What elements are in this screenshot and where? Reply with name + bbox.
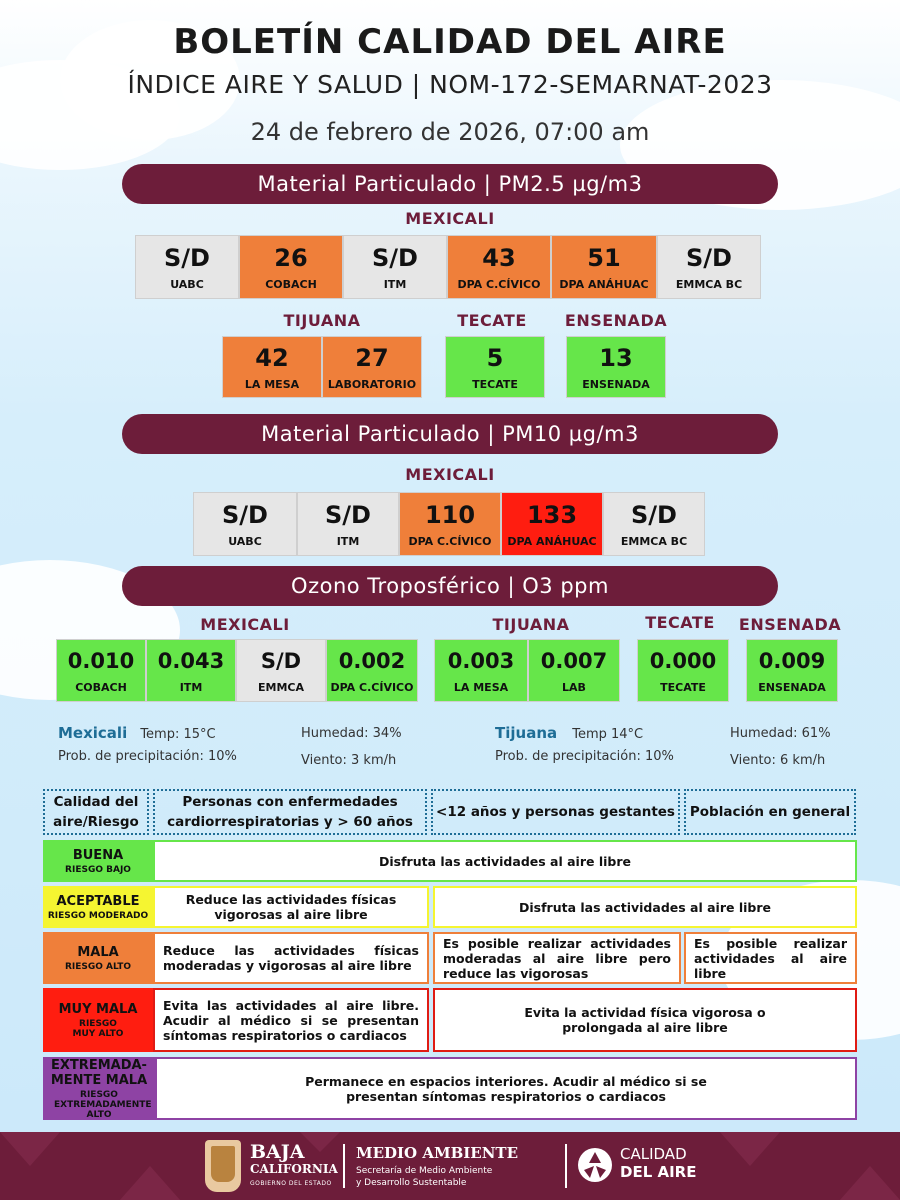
station-card <box>322 336 422 398</box>
station-name: DPA C.CÍVICO <box>408 534 492 548</box>
recommendation-cell: Reduce las actividades físicas vigorosas al aire libre <box>153 886 429 928</box>
station-value: S/D <box>260 649 302 673</box>
station-card <box>135 235 239 299</box>
station-value: S/D <box>164 243 210 272</box>
station-value: S/D <box>372 243 418 272</box>
station-name: DPA C.CÍVICO <box>457 277 541 291</box>
level-name: MUY MALA <box>58 1001 138 1017</box>
station-value: 0.007 <box>540 649 608 673</box>
station-card <box>222 336 322 398</box>
station-card <box>566 336 666 398</box>
station-value: S/D <box>631 500 677 529</box>
station-card <box>343 235 447 299</box>
station-value: 26 <box>274 243 308 272</box>
station-name: DPA ANÁHUAC <box>559 277 649 291</box>
station-name: ITM <box>383 277 407 291</box>
station-value: 43 <box>482 243 516 272</box>
station-card <box>326 639 418 702</box>
weather-precip: Prob. de precipitación: 10% <box>58 749 237 764</box>
pm25-banner: Material Particulado | PM2.5 µg/m3 <box>122 164 778 204</box>
recommendation-cell: Disfruta las actividades al aire libre <box>153 840 857 882</box>
o3-mexicali-label: MEXICALI <box>200 615 290 634</box>
station-name: EMMCA BC <box>620 534 688 548</box>
level-risk: RIESGO BAJO <box>65 864 131 875</box>
ca-logo-text: CALIDAD <box>620 1145 687 1163</box>
station-card <box>603 492 705 556</box>
divider <box>565 1144 567 1188</box>
station-name: LAB <box>562 681 586 694</box>
station-value: 0.043 <box>157 649 225 673</box>
station-value: 42 <box>255 343 289 372</box>
table-header: Personas con enfermedades cardiorrespiratorias y > 60 años <box>153 789 427 835</box>
station-value: 51 <box>587 243 621 272</box>
footer-bar <box>0 1132 900 1200</box>
station-card <box>746 639 838 702</box>
ma-subtitle: y Desarrollo Sustentable <box>356 1178 467 1188</box>
o3-tecate-label: TECATE <box>645 613 715 632</box>
station-card <box>399 492 501 556</box>
table-header: Población en general <box>684 789 856 835</box>
station-name: UABC <box>228 534 262 548</box>
page-title: BOLETÍN CALIDAD DEL AIRE <box>173 22 727 62</box>
station-value: 110 <box>424 500 476 529</box>
ma-subtitle: Secretaría de Medio Ambiente <box>356 1166 493 1176</box>
o3-ensenada-label: ENSENADA <box>738 615 842 634</box>
station-value: S/D <box>325 500 371 529</box>
station-name: COBACH <box>265 277 317 291</box>
station-card <box>434 639 528 702</box>
level-label <box>43 886 153 928</box>
station-value: 0.009 <box>758 649 826 673</box>
weather-mexicali <box>58 723 216 742</box>
level-risk: RIESGO MUY ALTO <box>72 1018 124 1039</box>
station-value: 0.010 <box>67 649 135 673</box>
station-value: 0.002 <box>338 649 406 673</box>
level-name: MALA <box>77 944 119 960</box>
station-name: ENSENADA <box>758 681 826 694</box>
station-card <box>56 639 146 702</box>
weather-humidity: Humedad: 61% <box>730 726 831 741</box>
station-value: 27 <box>355 343 389 372</box>
station-card <box>236 639 326 702</box>
station-name: ENSENADA <box>582 377 650 391</box>
air-quality-icon <box>576 1146 614 1184</box>
station-card <box>551 235 657 299</box>
station-name: EMMCA <box>258 681 304 694</box>
recommendation-cell: Es posible realizar actividades moderadas al aire libre pero reduce las vigorosas <box>433 932 681 984</box>
recommendation-cell: Evita las actividades al aire libre. Acudir al médico si se presentan síntomas respiratorios o cardiacos <box>153 988 429 1052</box>
weather-wind: Viento: 3 km/h <box>301 753 397 768</box>
station-value: 13 <box>599 343 633 372</box>
o3-banner: Ozono Troposférico | O3 ppm <box>122 566 778 606</box>
level-label <box>43 1057 155 1120</box>
weather-precip: Prob. de precipitación: 10% <box>495 749 674 764</box>
level-label <box>43 840 153 882</box>
station-name: DPA C.CÍVICO <box>330 681 414 694</box>
station-name: TECATE <box>472 377 518 391</box>
table-header: Calidad del aire/Riesgo <box>43 789 149 835</box>
pm10-banner: Material Particulado | PM10 µg/m3 <box>122 414 778 454</box>
weather-city: Tijuana <box>495 724 558 742</box>
divider <box>343 1144 345 1188</box>
station-name: COBACH <box>75 681 127 694</box>
page-subtitle: ÍNDICE AIRE Y SALUD | NOM-172-SEMARNAT-2023 <box>127 70 773 99</box>
level-name: BUENA <box>72 847 124 863</box>
pm25-tecate-label: TECATE <box>457 311 527 330</box>
station-name: DPA ANÁHUAC <box>507 534 597 548</box>
level-risk: RIESGO EXTREMADAMENTE ALTO <box>54 1089 152 1120</box>
recommendation-cell: Es posible realizar actividades al aire libre <box>684 932 857 984</box>
level-label <box>43 932 153 984</box>
station-name: ITM <box>179 681 203 694</box>
station-value: 133 <box>526 500 578 529</box>
level-label <box>43 988 153 1052</box>
bulletin-date: 24 de febrero de 2026, 07:00 am <box>250 118 650 146</box>
station-card <box>447 235 551 299</box>
station-card <box>528 639 620 702</box>
pm10-mexicali-label: MEXICALI <box>405 465 495 484</box>
weather-city: Mexicali <box>58 724 128 742</box>
level-risk: RIESGO MODERADO <box>47 910 149 921</box>
bc-logo-text: CALIFORNIA <box>250 1162 338 1176</box>
station-card <box>445 336 545 398</box>
station-card <box>239 235 343 299</box>
station-name: LA MESA <box>453 681 509 694</box>
bc-logo-text: GOBIERNO DEL ESTADO <box>250 1180 332 1187</box>
o3-tijuana-label: TIJUANA <box>492 615 570 634</box>
pm25-ensenada-label: ENSENADA <box>564 311 668 330</box>
station-card <box>501 492 603 556</box>
station-card <box>637 639 729 702</box>
shield-icon <box>205 1140 241 1192</box>
ma-title: MEDIO AMBIENTE <box>356 1144 519 1162</box>
weather-humidity: Humedad: 34% <box>301 726 402 741</box>
station-name: UABC <box>170 277 204 291</box>
weather-temp: Temp: 15°C <box>140 727 216 742</box>
pm25-tijuana-label: TIJUANA <box>283 311 361 330</box>
recommendation-cell: Disfruta las actividades al aire libre <box>433 886 857 928</box>
level-risk: RIESGO ALTO <box>64 961 132 972</box>
recommendation-cell: Permanece en espacios interiores. Acudir al médico si se presentan síntomas respiratorios o cardiacos <box>155 1057 857 1120</box>
recommendation-cell: Evita la actividad física vigorosa o prolongada al aire libre <box>433 988 857 1052</box>
level-name: EXTREMADA-MENTE MALA <box>50 1057 148 1088</box>
station-card <box>146 639 236 702</box>
station-card <box>193 492 297 556</box>
bc-logo-text: BAJA <box>250 1141 305 1163</box>
pm25-mexicali-label: MEXICALI <box>405 209 495 228</box>
recommendation-cell: Reduce las actividades físicas moderadas y vigorosas al aire libre <box>153 932 429 984</box>
station-value: S/D <box>686 243 732 272</box>
station-value: 5 <box>486 343 504 372</box>
station-card <box>657 235 761 299</box>
weather-wind: Viento: 6 km/h <box>730 753 826 768</box>
station-value: 0.000 <box>649 649 717 673</box>
station-value: S/D <box>222 500 268 529</box>
table-header: <12 años y personas gestantes <box>431 789 680 835</box>
level-name: ACEPTABLE <box>56 893 140 909</box>
weather-tijuana <box>495 723 643 742</box>
station-name: LABORATORIO <box>327 377 417 391</box>
station-value: 0.003 <box>447 649 515 673</box>
station-name: LA MESA <box>244 377 300 391</box>
station-name: EMMCA BC <box>675 277 743 291</box>
ca-logo-text: DEL AIRE <box>620 1163 697 1181</box>
weather-temp: Temp 14°C <box>572 727 644 742</box>
station-card <box>297 492 399 556</box>
station-name: ITM <box>336 534 360 548</box>
station-name: TECATE <box>660 681 706 694</box>
